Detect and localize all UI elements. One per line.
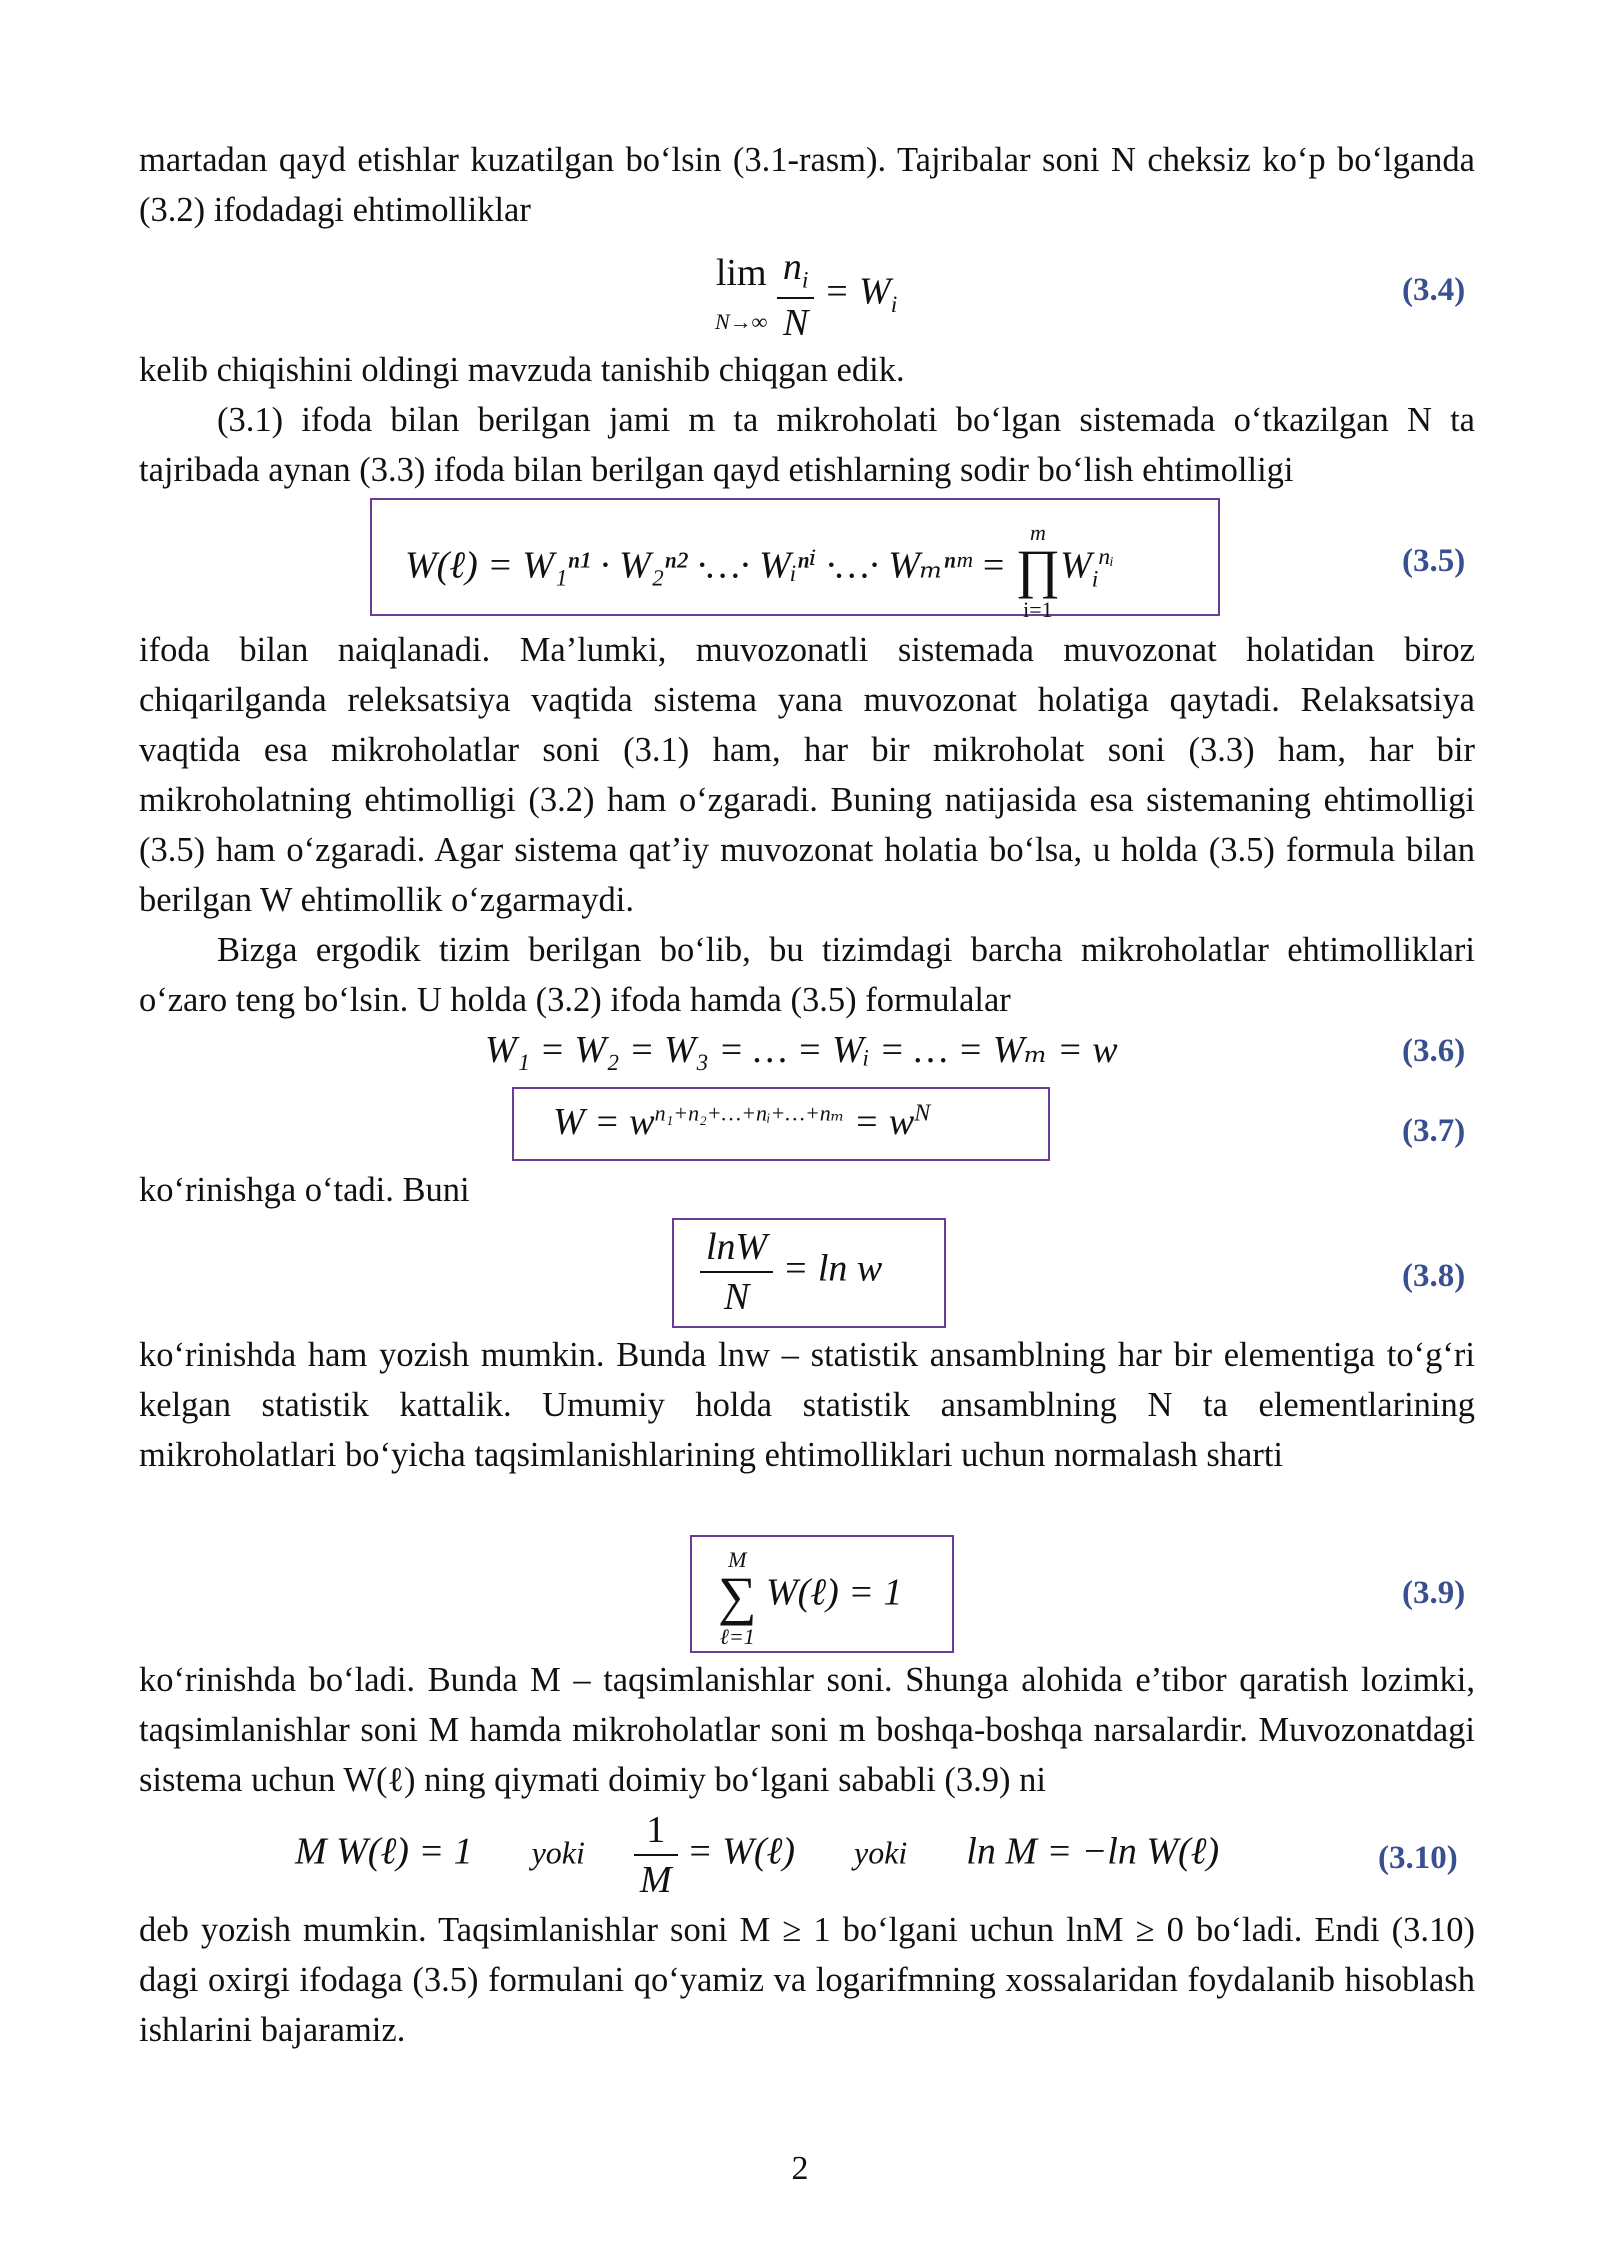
equation-3-7 bbox=[553, 1100, 930, 1144]
fraction-ni-over-n bbox=[777, 245, 815, 345]
paragraph-text: ifoda bilan naiqlanadi. Ma’lumki, muvozonatli sistemada muvozonat holatidan biroz chiqarilganda releksatsiya vaqtida sistema yana muvozonat holatiga qaytadi. Relaksatsiya vaqtida esa mikroholatlar soni (3.1) ham, har bir mikroholat soni (3.3) ham, har bir mikroholatning ehtimolligi (3.2) ham o‘zgaradi. Buning natijasida esa sistemaning ehtimolligi (3.5) ham o‘zgaradi. Agar sistema qat’iy muvozonat holatia bo‘lsa, u holda (3.5) formula bilan berilgan W ehtimollik o‘zgarmaydi. bbox=[139, 631, 1475, 919]
equation-number: (3.7) bbox=[1402, 1113, 1466, 1149]
equation-3-4 bbox=[715, 245, 897, 345]
equation-3-5 bbox=[405, 515, 1114, 623]
paragraph-text: ko‘rinishda ham yozish mumkin. Bunda lnw – statistik ansamblning har bir elementiga to‘g‘ri kelgan statistik kattalik. Umumiy holda statistik ansamblning N ta elementlarining mikroholatlari bo‘yicha taqsimlanishlarining ehtimolliklari uchun normalash sharti bbox=[139, 1336, 1475, 1474]
exponent-n: N bbox=[914, 1100, 931, 1127]
equation-3-10 bbox=[295, 1808, 1219, 1902]
denominator: N bbox=[723, 1276, 750, 1318]
equation-lhs: W = w bbox=[553, 1101, 655, 1143]
product-upper-limit: m bbox=[1029, 520, 1046, 545]
numerator-subscript: i bbox=[801, 267, 809, 294]
rhs-subscript: i bbox=[890, 292, 898, 319]
numerator: lnW bbox=[700, 1225, 773, 1273]
fraction-one-over-m bbox=[634, 1808, 678, 1902]
paragraph-5 bbox=[139, 925, 1475, 1025]
paragraph-text: Bizga ergodik tizim berilgan bo‘lib, bu tizimdagi barcha mikroholatlar ehtimolliklari o‘zaro teng bo‘lsin. U holda (3.2) ifoda hamda (3.5) formulalar bbox=[139, 931, 1475, 1019]
page-number: 2 bbox=[791, 2150, 809, 2187]
equal-probabilities-expression: W₁ = W₂ = W₃ = … = Wᵢ = … = Wₘ = w bbox=[485, 1029, 1118, 1071]
paragraph-3 bbox=[139, 395, 1475, 495]
equation-rhs: = ln w bbox=[782, 1247, 883, 1290]
numerator: n bbox=[782, 246, 802, 288]
equation-part-b: = W(ℓ) bbox=[687, 1830, 795, 1873]
equation-number: (3.5) bbox=[1402, 543, 1466, 579]
denominator: M bbox=[639, 1859, 672, 1901]
equation-3-8 bbox=[700, 1225, 882, 1319]
paragraph-9 bbox=[139, 1905, 1475, 2055]
product-symbol: ∏ bbox=[1015, 539, 1061, 599]
equation-number: (3.4) bbox=[1402, 272, 1466, 308]
product-lower-limit: i=1 bbox=[1023, 597, 1053, 622]
numerator: 1 bbox=[634, 1808, 678, 1856]
equation-number: (3.9) bbox=[1402, 1575, 1466, 1611]
paragraph-2 bbox=[139, 345, 1475, 395]
paragraph-intro bbox=[139, 135, 1475, 235]
equation-rhs: = W bbox=[823, 270, 891, 313]
paragraph-8 bbox=[139, 1655, 1475, 1805]
product-term: W bbox=[1060, 544, 1092, 587]
paragraph-text: kelib chiqishini oldingi mavzuda tanishib chiqgan edik. bbox=[139, 351, 905, 389]
sum-upper-limit: M bbox=[728, 1547, 747, 1572]
equation-number: (3.10) bbox=[1378, 1840, 1458, 1876]
product-expression: W(ℓ) = W₁ⁿ¹ · W₂ⁿ² ·…· Wᵢⁿⁱ ·…· Wₘⁿᵐ = bbox=[405, 544, 1007, 587]
sum-symbol: ∑ bbox=[718, 1566, 757, 1626]
sum-lower-limit: ℓ=1 bbox=[719, 1624, 755, 1649]
paragraph-4 bbox=[139, 625, 1475, 925]
equation-part-a: M W(ℓ) = 1 bbox=[295, 1830, 473, 1873]
equation-rhs: W(ℓ) = 1 bbox=[766, 1571, 903, 1614]
paragraph-7 bbox=[139, 1330, 1475, 1480]
product-term-subscript: i bbox=[1091, 566, 1099, 593]
product-term-exponent: nᵢ bbox=[1098, 544, 1114, 571]
denominator: N bbox=[782, 301, 809, 344]
lim-operator: lim bbox=[715, 251, 767, 294]
exponent-sum: n₁+n₂+…+nᵢ+…+nₘ bbox=[654, 1100, 845, 1126]
equation-3-6 bbox=[485, 1027, 1118, 1072]
equation-part-c: ln M = −ln W(ℓ) bbox=[966, 1830, 1220, 1873]
paragraph-text: ko‘rinishga o‘tadi. Buni bbox=[139, 1171, 470, 1209]
equation-mid: = w bbox=[853, 1101, 915, 1143]
paragraph-text: ko‘rinishda bo‘ladi. Bunda M – taqsimlanishlar soni. Shunga alohida e’tibor qaratish lozimki, taqsimlanishlar soni M hamda mikroholatlar soni m boshqa-boshqa narsalardir. Muvozonatdagi sistema uchun W(ℓ) ning qiymati doimiy bo‘lgani sababli (3.9) ni bbox=[139, 1661, 1475, 1799]
yoki-word: yoki bbox=[531, 1834, 585, 1871]
paragraph-text: deb yozish mumkin. Taqsimlanishlar soni M ≥ 1 bo‘lgani uchun lnM ≥ 0 bo‘ladi. Endi (3.10) dagi oxirgi ifodaga (3.5) formulani qo‘yamiz va logarifmning xossalaridan foydalanib hisoblash ishlarini bajaramiz. bbox=[139, 1911, 1475, 2049]
equation-number: (3.6) bbox=[1402, 1033, 1466, 1069]
paragraph-6 bbox=[139, 1165, 1475, 1215]
lim-subscript: N→∞ bbox=[715, 308, 768, 334]
paragraph-text: martadan qayd etishlar kuzatilgan bo‘lsin (3.1-rasm). Tajribalar soni N cheksiz ko‘p bo‘lganda (3.2) ifodadagi ehtimolliklar bbox=[139, 141, 1475, 229]
paragraph-text: (3.1) ifoda bilan berilgan jami m ta mikroholati bo‘lgan sistemada o‘tkazilgan N ta tajribada aynan (3.3) ifoda bilan berilgan qayd etishlarning sodir bo‘lish ehtimolligi bbox=[139, 401, 1475, 489]
yoki-word: yoki bbox=[853, 1834, 908, 1871]
equation-number: (3.8) bbox=[1402, 1258, 1466, 1294]
equation-3-9 bbox=[718, 1542, 902, 1650]
fraction-lnw-over-n bbox=[700, 1225, 773, 1319]
